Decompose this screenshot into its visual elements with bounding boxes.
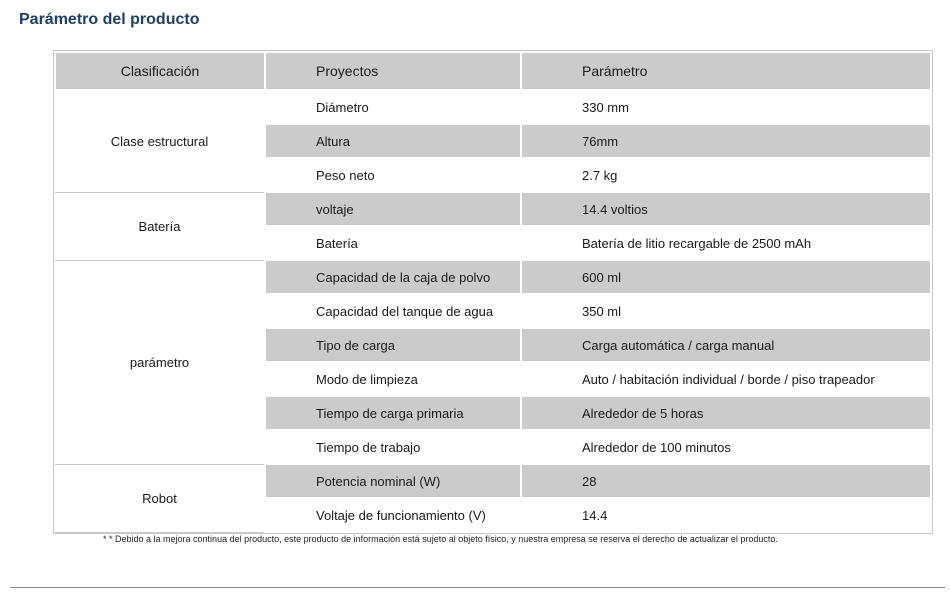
- row-item: Tipo de carga: [265, 328, 521, 362]
- row-value: 600 ml: [521, 260, 931, 294]
- footnote: * * Debido a la mejora continua del producto, este producto de información está sujeto al objeto físico, y nuestra empresa se reserva el derecho de actualizar el producto.: [103, 534, 778, 544]
- row-value: 14.4 voltios: [521, 192, 931, 226]
- row-item: Tiempo de carga primaria: [265, 396, 521, 430]
- row-item: Modo de limpieza: [265, 362, 521, 396]
- row-value: Alrededor de 5 horas: [521, 396, 931, 430]
- row-value: 76mm: [521, 124, 931, 158]
- header-projects: Proyectos: [265, 52, 521, 90]
- table-row: [55, 192, 931, 226]
- row-value: Alrededor de 100 minutos: [521, 430, 931, 464]
- table-row: [55, 260, 931, 294]
- row-item: Voltaje de funcionamiento (V): [265, 498, 521, 532]
- row-item: Capacidad de la caja de polvo: [265, 260, 521, 294]
- row-value: Carga automática / carga manual: [521, 328, 931, 362]
- page-title: Parámetro del producto: [19, 11, 200, 28]
- row-value: Batería de litio recargable de 2500 mAh: [521, 226, 931, 260]
- header-classification: Clasificación: [55, 52, 265, 90]
- row-item: Capacidad del tanque de agua: [265, 294, 521, 328]
- group-parameter: parámetro: [55, 260, 265, 464]
- row-item: Diámetro: [265, 90, 521, 124]
- spec-table: [54, 51, 932, 533]
- table-row: [55, 464, 931, 498]
- row-value: 330 mm: [521, 90, 931, 124]
- row-item: Peso neto: [265, 158, 521, 192]
- row-value: Auto / habitación individual / borde / piso trapeador: [521, 362, 931, 396]
- row-item: Tiempo de trabajo: [265, 430, 521, 464]
- header-parameter: Parámetro: [521, 52, 931, 90]
- row-item: Potencia nominal (W): [265, 464, 521, 498]
- row-item: Altura: [265, 124, 521, 158]
- row-value: 2.7 kg: [521, 158, 931, 192]
- group-battery: Batería: [55, 192, 265, 260]
- group-robot: Robot: [55, 464, 265, 532]
- group-structural: Clase estructural: [55, 90, 265, 192]
- row-value: 14.4: [521, 498, 931, 532]
- bottom-divider: [10, 587, 945, 588]
- table-row: [55, 90, 931, 124]
- row-item: voltaje: [265, 192, 521, 226]
- table-header-row: [55, 52, 931, 90]
- row-value: 28: [521, 464, 931, 498]
- row-item: Batería: [265, 226, 521, 260]
- row-value: 350 ml: [521, 294, 931, 328]
